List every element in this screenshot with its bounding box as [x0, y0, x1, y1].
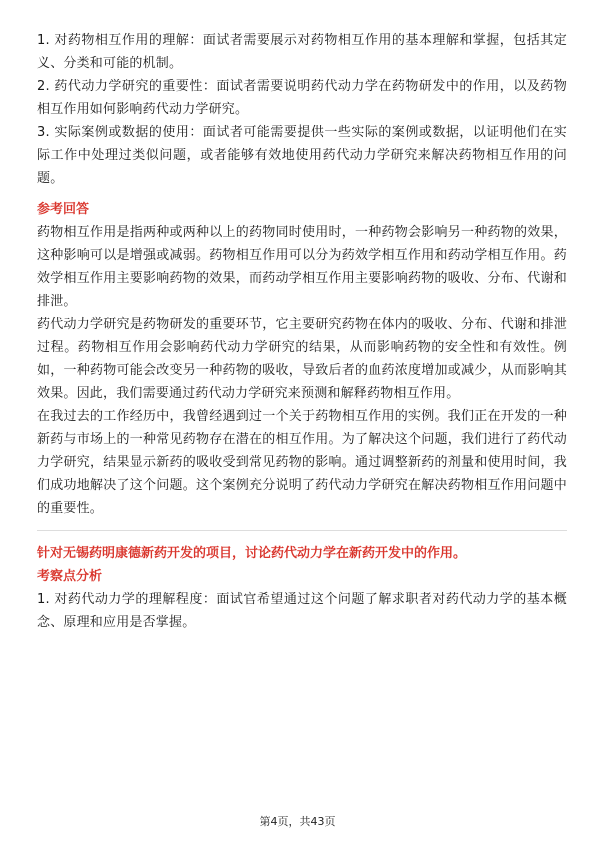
- page-number: 第4页，共43页: [259, 815, 336, 828]
- question-analysis-point-1: 1. 对药代动力学的理解程度：面试官希望通过这个问题了解求职者对药代动力学的基本概念、原理和应用是否掌握。: [37, 592, 567, 630]
- answer-paragraph-2: 药代动力学研究是药物研发的重要环节，它主要研究药物在体内的吸收、分布、代谢和排泄过程。药物相互作用会影响药代动力学研究的结果，从而影响药物的安全性和有效性。例如，一种药物可能会改变另一种药物的吸收，导致后者的血药浓度增加或减少，从而影响其效果。因此，我们需要通过药代动力学研究来预测和解释药物相互作用。: [37, 317, 567, 401]
- reference-answer-heading: 参考回答: [37, 202, 90, 217]
- analysis-point-2: 2. 药代动力学研究的重要性：面试者需要说明药代动力学在药物研发中的作用，以及药物相互作用如何影响药代动力学研究。: [37, 79, 567, 117]
- question-title: 针对无锡药明康德新药开发的项目，讨论药代动力学在新药开发中的作用。: [37, 546, 467, 561]
- answer-paragraph-3: 在我过去的工作经历中，我曾经遇到过一个关于药物相互作用的实例。我们正在开发的一种新药与市场上的一种常见药物存在潜在的相互作用。为了解决这个问题，我们进行了药代动力学研究，结果显示新药的吸收受到常见药物的影响。通过调整新药的剂量和使用时间，我们成功地解决了这个问题。这个案例充分说明了药代动力学研究在解决药物相互作用问题中的重要性。: [37, 409, 567, 516]
- page-content: [37, 29, 567, 634]
- analysis-point-1: 1. 对药物相互作用的理解：面试者需要展示对药物相互作用的基本理解和掌握，包括其定义、分类和可能的机制。: [37, 33, 567, 71]
- analysis-heading: 考察点分析: [37, 569, 103, 584]
- section-divider: [37, 530, 567, 531]
- answer-paragraph-1: 药物相互作用是指两种或两种以上的药物同时使用时，一种药物会影响另一种药物的效果，这种影响可以是增强或减弱。药物相互作用可以分为药效学相互作用和药动学相互作用。药效学相互作用主要影响药物的效果，而药动学相互作用主要影响药物的吸收、分布、代谢和排泄。: [37, 225, 567, 309]
- analysis-point-3: 3. 实际案例或数据的使用：面试者可能需要提供一些实际的案例或数据，以证明他们在实际工作中处理过类似问题，或者能够有效地使用药代动力学研究来解决药物相互作用的问题。: [37, 125, 567, 186]
